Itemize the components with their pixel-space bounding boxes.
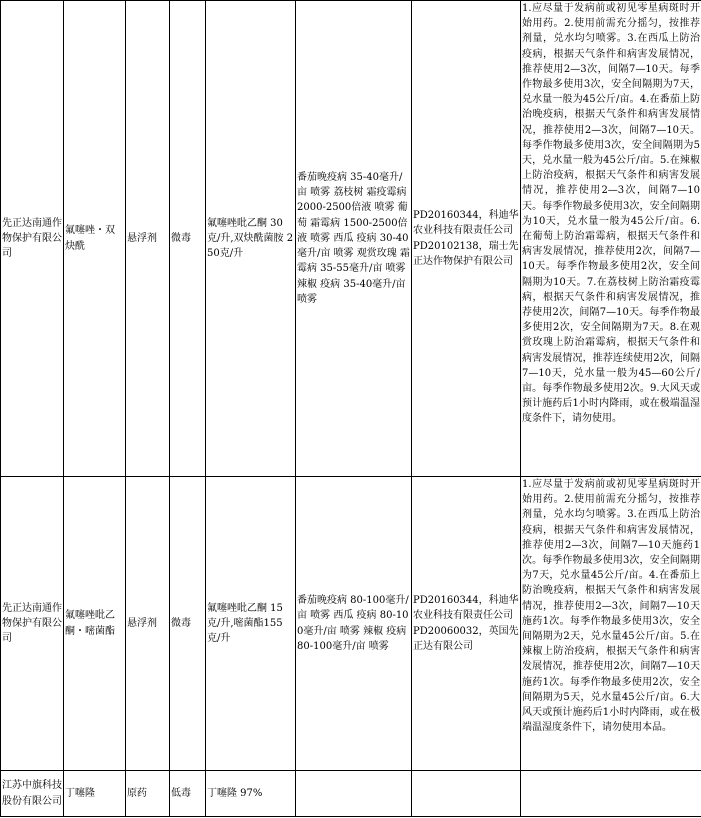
- registration-number: PD20160344，科迪华农业科技有限责任公司: [413, 595, 519, 622]
- registration-numbers-cell: [412, 771, 521, 817]
- table-row: [1, 1, 701, 477]
- toxicity-cell: 微毒: [170, 1, 206, 477]
- company-cell: 先正达南通作物保护有限公司: [1, 1, 64, 477]
- crops-diseases-cell: 番茄晚疫病 35-40毫升/亩 喷雾 荔枝树 霜疫霉病 2000-2500倍液 喷雾 葡萄 霜霉病 1500-2500倍液 喷雾 西瓜 疫病 30-40毫升/亩 喷雾 观赏玫瑰 霜霉病 35-55毫升/亩 喷雾 辣椒 疫病 35-40毫升/亩 喷雾: [296, 1, 412, 477]
- registration-number: PD20060032，英国先正达有限公司: [413, 625, 519, 652]
- toxicity-cell: 低毒: [170, 771, 206, 817]
- registration-number: PD20102138，瑞士先正达作物保护有限公司: [413, 240, 519, 267]
- registration-number: PD20160344，科迪华农业科技有限责任公司: [413, 210, 519, 237]
- active-ingredients-cell: 氟噻唑吡乙酮 15克/升,嘧菌酯155克/升: [206, 477, 296, 771]
- company-cell: 江苏中旗科技股份有限公司: [1, 771, 64, 817]
- table-row: [1, 771, 701, 817]
- formulation-cell: 悬浮剂: [126, 1, 170, 477]
- usage-notes-cell: 1.应尽量于发病前或初见零星病斑时开始用药。2.使用前需充分摇匀，按推荐剂量，兑水均匀喷雾。3.在西瓜上防治疫病，根据天气条件和病害发展情况，推荐使用2—3次，间隔7—10天。每季作物最多使用3次，安全间隔期为7天，兑水量一般为45公斤/亩。4.在番茄上防治晚疫病，根据天气条件和病害发展情况，推荐使用2—3次，间隔7—10天。每季作物最多使用3次，安全间隔期为5天，兑水量一般为45公斤/亩。5.在辣椒上防治疫病，根据天气条件和病害发展情况，推荐使用2—3次，间隔7—10天。每季作物最多使用3次，安全间隔期为10天，兑水量一般为45公斤/亩。6.在葡萄上防治霜霉病，根据天气条件和病害发展情况，推荐使用2次，间隔7—10天。每季作物最多使用2次，安全间隔期为10天。7.在荔枝树上防治霜疫霉病，根据天气条件和病害发展情况，推荐使用2次，间隔7—10天。每季作物最多使用2次，安全间隔期为7天。8.在观赏玫瑰上防治霜霉病，根据天气条件和病害发展情况，推荐连续使用2次，间隔7—10天，兑水量一般为45—60公斤/亩。每季作物最多使用2次。9.大风天或预计施药后1小时内降雨，或在极端温湿度条件下，请勿使用。: [521, 1, 701, 477]
- company-cell: 先正达南通作物保护有限公司: [1, 477, 64, 771]
- formulation-cell: 悬浮剂: [126, 477, 170, 771]
- product-name-cell: 丁噻隆: [64, 771, 126, 817]
- active-ingredients-cell: 丁噻隆 97%: [206, 771, 296, 817]
- table-row: [1, 477, 701, 771]
- formulation-cell: 原药: [126, 771, 170, 817]
- registration-numbers-cell: [412, 1, 521, 477]
- usage-notes-cell: 1.应尽量于发病前或初见零星病斑时开始用药。2.使用前需充分摇匀，按推荐剂量，兑水均匀喷雾。3.在西瓜上防治疫病，根据天气条件和病害发展情况，推荐使用2—3次，间隔7—10天施药1次。每季作物最多使用3次，安全间隔期为7天，兑水量45公斤/亩。4.在番茄上防治晚疫病，根据天气条件和病害发展情况，推荐使用2—3次，间隔7—10天施药1次。每季作物最多使用3次，安全间隔期为2天，兑水量45公斤/亩。5.在辣椒上防治疫病，根据天气条件和病害发展情况，推荐使用2次，间隔7—10天施药1次。每季作物最多使用2次，安全间隔期为5天，兑水量45公斤/亩。6.大风天或预计施药后1小时内降雨，或在极端温湿度条件下，请勿使用本品。: [521, 477, 701, 771]
- product-name-cell: 氟噻唑・双炔酰: [64, 1, 126, 477]
- active-ingredients-cell: 氟噻唑吡乙酮 30克/升,双炔酰菌胺 250克/升: [206, 1, 296, 477]
- crops-diseases-cell: 番茄晚疫病 80-100毫升/亩 喷雾 西瓜 疫病 80-100毫升/亩 喷雾 辣椒 疫病 80-100毫升/亩 喷雾: [296, 477, 412, 771]
- product-name-cell: 氟噻唑吡乙酮・嘧菌酯: [64, 477, 126, 771]
- usage-notes-cell: [521, 771, 701, 817]
- registration-numbers-cell: [412, 477, 521, 771]
- toxicity-cell: 微毒: [170, 477, 206, 771]
- crops-diseases-cell: [296, 771, 412, 817]
